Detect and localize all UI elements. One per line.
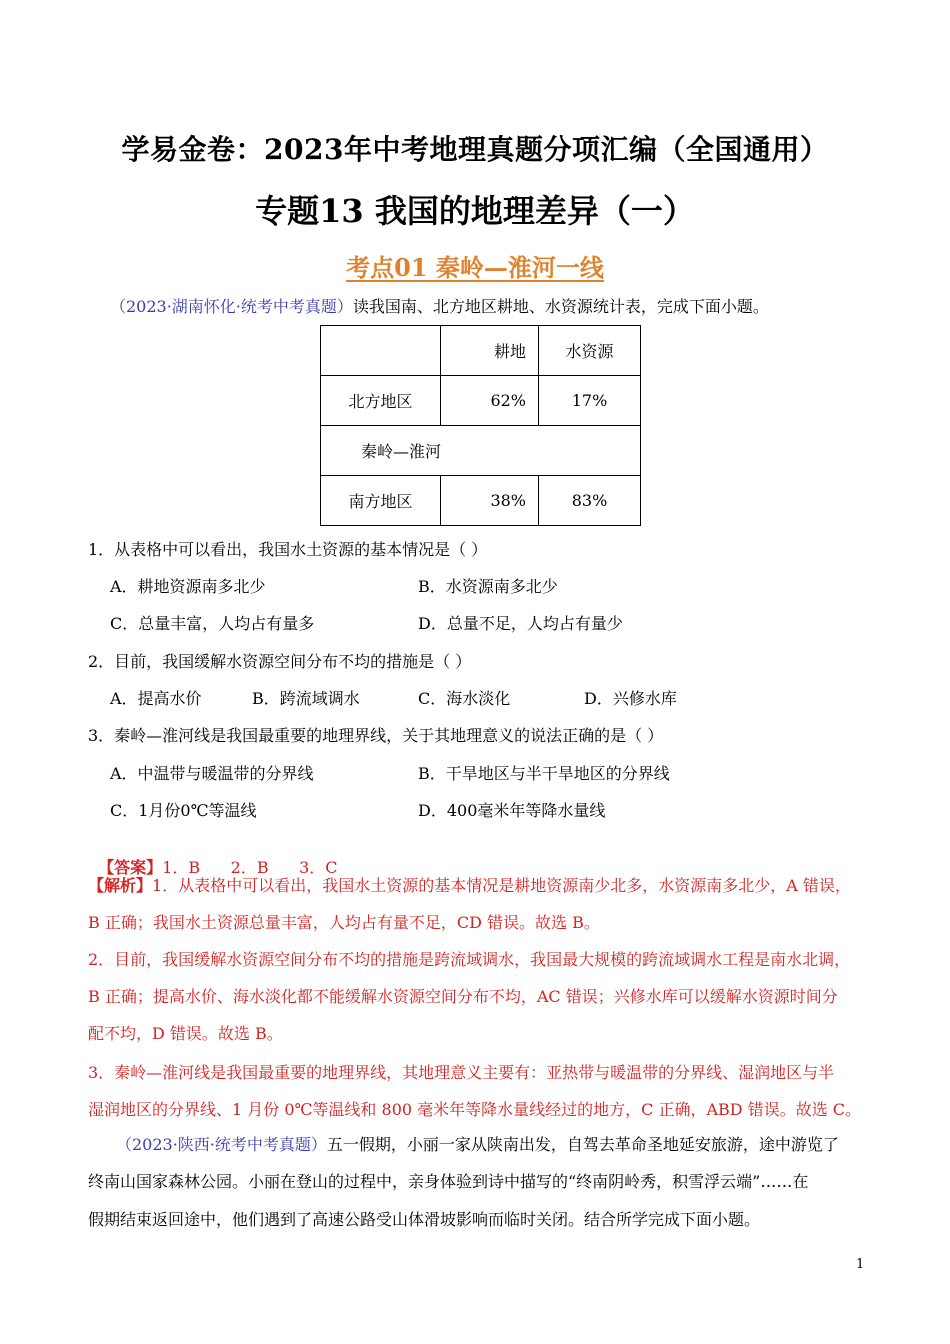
- topic-title: 专题13 我国的地理差异（一）: [255, 192, 695, 230]
- table-cell: 北方地区: [321, 376, 441, 426]
- table-cell: 83%: [539, 476, 641, 526]
- option-a: A．耕地资源南多北少: [110, 577, 266, 596]
- intro-2-line: 终南山国家森林公园。小丽在登山的过程中，亲身体验到诗中描写的“终南阴岭秀，积雪浮云端”……在: [88, 1172, 809, 1191]
- table-cell: 62%: [441, 376, 539, 426]
- analysis-line: 2．目前，我国缓解水资源空间分布不均的措施是跨流域调水，我国最大规模的跨流域调水工程是南水北调，: [88, 950, 851, 969]
- answer-label: 【答案】: [98, 858, 163, 877]
- answer-text: 1．B 2．B 3．C: [162, 858, 338, 877]
- question-2: 2．目前，我国缓解水资源空间分布不均的措施是（ ）: [88, 652, 472, 671]
- table-cell: 17%: [539, 376, 641, 426]
- intro-text: 读我国南、北方地区耕地、水资源统计表，完成下面小题。: [352, 297, 769, 316]
- intro-2: [116, 1134, 839, 1156]
- table-cell: 南方地区: [321, 476, 441, 526]
- analysis-label: 【解析】: [88, 876, 153, 895]
- option-d: D．400毫米年等降水量线: [418, 801, 606, 820]
- option-c: C．1月份0℃等温线: [110, 801, 257, 820]
- analysis-line: B 正确；我国水土资源总量丰富，人均占有量不足，CD 错误。故选 B。: [88, 913, 600, 932]
- section-heading-text: 考点01 秦岭—淮河一线: [346, 253, 604, 282]
- table-cell: [321, 326, 441, 376]
- table-cell: 秦岭—淮河: [321, 426, 641, 476]
- question-3: 3．秦岭—淮河线是我国最重要的地理界线，关于其地理意义的说法正确的是（ ）: [88, 726, 664, 745]
- question-1: 1．从表格中可以看出，我国水土资源的基本情况是（ ）: [88, 540, 488, 559]
- source-tag: （2023·陕西·统考中考真题）: [116, 1135, 327, 1154]
- option-d: D．总量不足，人均占有量少: [418, 614, 623, 633]
- table-row: [321, 426, 641, 476]
- analysis-line: 配不均，D 错误。故选 B。: [88, 1024, 283, 1043]
- intro-1: [110, 296, 769, 318]
- analysis-text: 1．从表格中可以看出，我国水土资源的基本情况是耕地资源南少北多，水资源南多北少，A 错误，: [152, 876, 851, 895]
- answer: [88, 836, 338, 878]
- table-header: 水资源: [539, 326, 641, 376]
- option-c: C．海水淡化: [418, 689, 511, 708]
- option-c: C．总量丰富，人均占有量多: [110, 614, 315, 633]
- document-title: 学易金卷：2023年中考地理真题分项汇编（全国通用）: [121, 133, 829, 166]
- data-table: [320, 325, 641, 526]
- analysis-line: [88, 873, 851, 896]
- analysis-line: B 正确；提高水价、海水淡化都不能缓解水资源空间分布不均，AC 错误；兴修水库可以缓解水资源时间分: [88, 987, 838, 1006]
- table-cell: 38%: [441, 476, 539, 526]
- option-d: D．兴修水库: [584, 689, 677, 708]
- table-header: 耕地: [441, 326, 539, 376]
- source-tag: （2023·湖南怀化·统考中考真题）: [110, 297, 353, 316]
- option-b: B．跨流域调水: [252, 689, 360, 708]
- page-number: 1: [856, 1257, 865, 1272]
- option-a: A．中温带与暖温带的分界线: [110, 764, 314, 783]
- option-b: B．干旱地区与半干旱地区的分界线: [418, 764, 670, 783]
- table-row: [321, 476, 641, 526]
- analysis-line: 3．秦岭—淮河线是我国最重要的地理界线，其地理意义主要有：亚热带与暖温带的分界线、湿润地区与半: [88, 1063, 835, 1082]
- section-heading: [0, 248, 950, 283]
- intro-2-line: 假期结束返回途中，他们遇到了高速公路受山体滑坡影响而临时关闭。结合所学完成下面小题。: [88, 1210, 761, 1229]
- table-row: [321, 326, 641, 376]
- option-a: A．提高水价: [110, 689, 202, 708]
- analysis-line: 湿润地区的分界线、1 月份 0℃等温线和 800 毫米年等降水量线经过的地方，C 正确，ABD 错误。故选 C。: [88, 1100, 862, 1119]
- table-row: [321, 376, 641, 426]
- intro-text: 五一假期，小丽一家从陕南出发，自驾去革命圣地延安旅游，途中游览了: [326, 1135, 839, 1154]
- option-b: B．水资源南多北少: [418, 577, 558, 596]
